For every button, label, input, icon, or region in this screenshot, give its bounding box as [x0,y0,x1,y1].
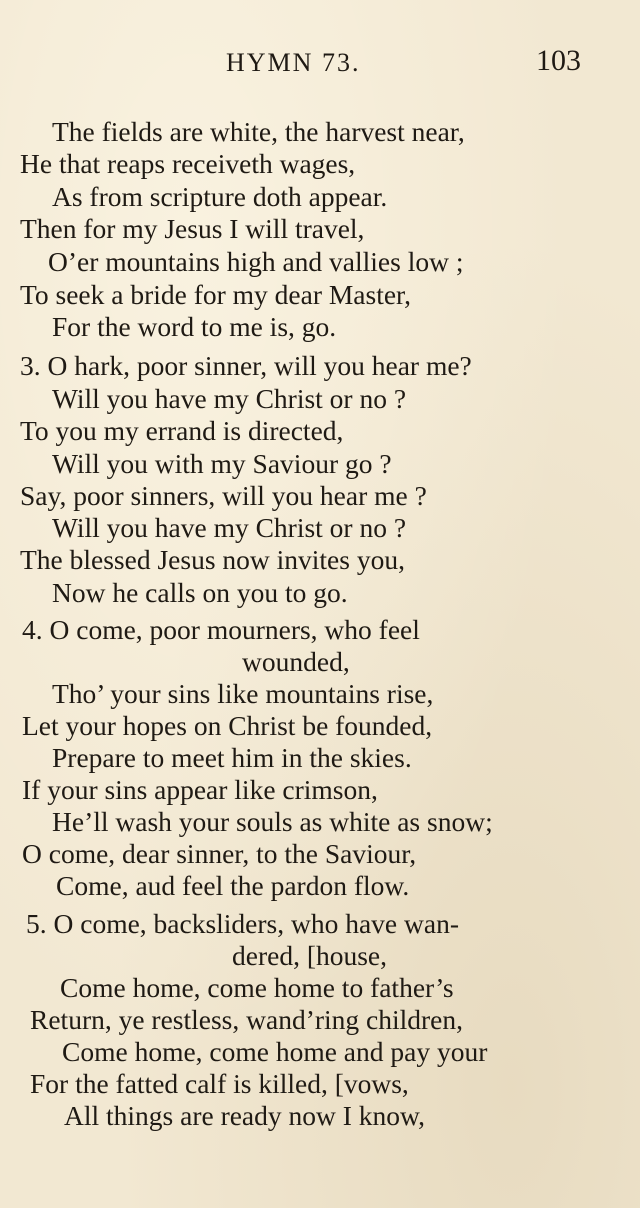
text-line: The fields are white, the harvest near, [52,116,465,147]
text-line: Now he calls on you to go. [52,577,348,608]
text-line: Prepare to meet him in the skies. [52,742,412,773]
text-line: Say, poor sinners, will you hear me ? [20,480,427,511]
text-line: wounded, [242,646,350,677]
text-line: All things are ready now I know, [64,1100,425,1131]
text-line: As from scripture doth appear. [52,181,388,212]
text-line: Then for my Jesus I will travel, [20,213,365,244]
text-line: dered, [house, [232,940,388,971]
text-line: Will you have my Christ or no ? [52,383,407,414]
text-line: O’er mountains high and vallies low ; [48,246,464,277]
page-header-title: HYMN 73. [226,48,361,77]
text-line: If your sins appear like crimson, [22,774,378,805]
text-line: Return, ye restless, wand’ring children, [30,1004,464,1035]
text-line: Tho’ your sins like mountains rise, [52,678,434,709]
text-line: Come, aud feel the pardon flow. [56,870,410,901]
text-line: He’ll wash your souls as white as snow; [52,806,493,837]
verse-3-first-line: 3. O hark, poor sinner, will you hear me? [20,350,472,381]
text-line: To seek a bride for my dear Master, [20,279,411,310]
text-line: For the fatted calf is killed, [vows, [30,1068,409,1099]
text-line: O come, dear sinner, to the Saviour, [22,838,417,869]
text-line: For the word to me is, go. [52,311,337,342]
page-number: 103 [536,44,581,77]
text-line: Let your hopes on Christ be founded, [22,710,433,741]
text-line: To you my errand is directed, [20,415,344,446]
verse-5-first-line: 5. O come, backsliders, who have wan- [26,908,459,939]
text-line: He that reaps receiveth wages, [20,148,356,179]
text-line: The blessed Jesus now invites you, [20,544,405,575]
text-line: Come home, come home to father’s [60,972,454,1003]
text-line: Come home, come home and pay your [62,1036,488,1067]
verse-4-first-line: 4. O come, poor mourners, who feel [22,614,420,645]
text-line: Will you with my Saviour go ? [52,448,392,479]
text-line: Will you have my Christ or no ? [52,512,407,543]
